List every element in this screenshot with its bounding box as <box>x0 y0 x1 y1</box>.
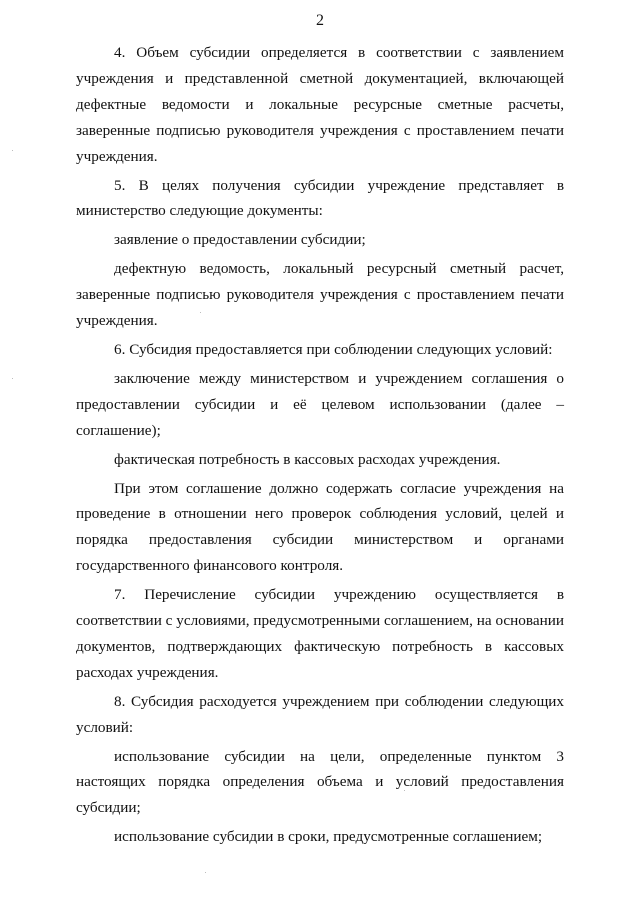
paragraph-application: заявление о предоставлении субсидии; <box>114 231 366 249</box>
paragraph-item-6: 6. Субсидия предоставляется при соблюдении следующих условий: <box>114 340 553 358</box>
paragraph-item-4: 4. Объем субсидии определяется в соответствии с заявлением учреждения и представленной сметной документацией, включающей дефектные ведомости и локальные ресурсные сметные расчеты, заверенные подписью руководителя учреждения с проставлением печати учреждения. <box>76 44 564 165</box>
document-body <box>76 40 564 850</box>
paragraph-item-5: 5. В целях получения субсидии учреждение представляет в министерство следующие документы: <box>76 176 564 220</box>
paragraph-defect-statement: дефектную ведомость, локальный ресурсный сметный расчет, заверенные подписью руководителя учреждения с проставлением печати учреждения. <box>76 260 564 330</box>
paragraph-agreement: заключение между министерством и учреждением соглашения о предоставлении субсидии и её целевом использовании (далее – соглашение); <box>76 369 564 439</box>
paragraph-agreement-consent: При этом соглашение должно содержать согласие учреждения на проведение в отношении него проверок соблюдения условий, целей и порядка предоставления субсидии министерством и органами государственного финансового контроля. <box>76 479 564 575</box>
scan-speck <box>12 378 13 379</box>
scan-speck <box>200 312 201 313</box>
paragraph-item-7: 7. Перечисление субсидии учреждению осуществляется в соответствии с условиями, предусмотренными соглашением, на основании документов, подтверждающих фактическую потребность в кассовых расходах учреждения. <box>76 586 564 681</box>
scan-speck <box>12 150 13 151</box>
scan-speck <box>205 872 206 873</box>
scan-speck <box>404 790 405 791</box>
paragraph-use-terms: использование субсидии в сроки, предусмотренные соглашением; <box>114 828 543 846</box>
paragraph-use-purpose: использование субсидии на цели, определенные пунктом 3 настоящих порядка определения объема и условий предоставления субсидии; <box>76 747 564 817</box>
paragraph-actual-need: фактическая потребность в кассовых расходах учреждения. <box>114 450 501 468</box>
page-number: 2 <box>316 12 324 29</box>
paragraph-item-8: 8. Субсидия расходуется учреждением при соблюдении следующих условий: <box>76 692 564 736</box>
